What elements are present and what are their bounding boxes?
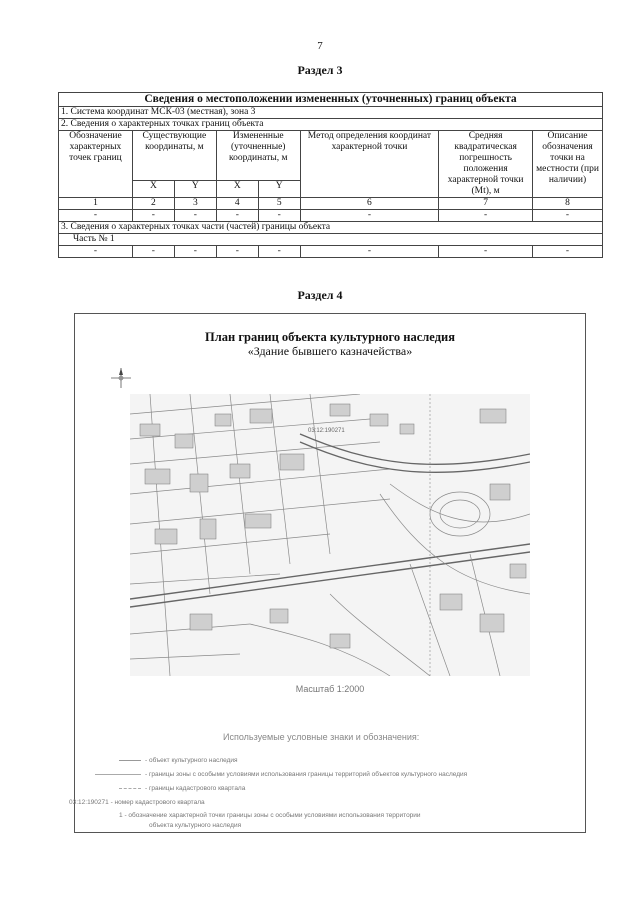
col-header-x: X xyxy=(216,180,258,197)
legend-dashed-line-icon xyxy=(119,788,141,789)
table-cell: - xyxy=(300,210,439,222)
map-quarter-label: 03:12:190271 xyxy=(308,428,345,434)
table-cell: - xyxy=(533,210,603,222)
corner-mark-icon xyxy=(580,827,586,833)
legend-point-number: 1 xyxy=(119,812,123,819)
column-number: 5 xyxy=(258,198,300,210)
table-cell: - xyxy=(439,210,533,222)
col-header-x: X xyxy=(132,180,174,197)
table-row-empty xyxy=(59,210,603,222)
section-3-heading: Раздел 3 xyxy=(297,63,343,77)
table-cell: - xyxy=(59,246,133,258)
map-scale: Масштаб 1:2000 xyxy=(295,684,365,694)
compass-icon xyxy=(109,366,133,390)
table-cell: - xyxy=(174,246,216,258)
legend-item-text: - объект культурного наследия xyxy=(145,757,238,764)
table-cell: - xyxy=(216,210,258,222)
boundary-plan-frame xyxy=(69,313,586,833)
table-cell: - xyxy=(216,246,258,258)
legend-item-text: - границы кадастрового квартала xyxy=(145,785,246,792)
legend-item-point-continued: объекта культурного наследия xyxy=(149,822,242,829)
col-header-designation: Обозначение характерных точек границ xyxy=(59,131,133,198)
col-header-accuracy: Средняя квадратическая погрешность положения характерной точки (Mt), м xyxy=(439,131,533,198)
legend-item-quarter xyxy=(119,785,245,792)
column-number: 2 xyxy=(132,198,174,210)
part-number-row: Часть № 1 xyxy=(59,234,603,246)
page-number: 7 xyxy=(317,40,323,52)
column-number: 7 xyxy=(439,198,533,210)
column-number: 3 xyxy=(174,198,216,210)
table-cell: - xyxy=(174,210,216,222)
table-cell: - xyxy=(300,246,439,258)
table-title: Сведения о местоположении измененных (уточненных) границ объекта xyxy=(59,93,603,107)
column-number: 4 xyxy=(216,198,258,210)
legend-item-object xyxy=(119,757,238,764)
table-cell: - xyxy=(132,210,174,222)
part-points-row: 3. Сведения о характерных точках части (частей) границы объекта xyxy=(59,222,603,234)
characteristic-points-row: 2. Сведения о характерных точках границ объекта xyxy=(59,119,603,131)
corner-mark-icon xyxy=(74,827,80,833)
section-4-heading: Раздел 4 xyxy=(297,288,343,302)
col-header-changed: Измененные (уточненные) координаты, м xyxy=(216,131,300,181)
legend-item-zone xyxy=(95,771,467,778)
column-number: 6 xyxy=(300,198,439,210)
legend-heading: Используемые условные знаки и обозначения: xyxy=(223,732,420,742)
legend-item-text: - обозначение характерной точки границы зоны с особыми условиями использования территории xyxy=(124,812,421,819)
col-header-existing: Существующие координаты, м xyxy=(132,131,216,181)
table-cell: - xyxy=(439,246,533,258)
column-number: 8 xyxy=(533,198,603,210)
table-cell: - xyxy=(533,246,603,258)
coordinates-table xyxy=(58,92,603,258)
cadastral-map xyxy=(130,394,530,676)
table-row-empty xyxy=(59,246,603,258)
col-header-method: Метод определения координат характерной точки xyxy=(300,131,439,198)
col-header-y: Y xyxy=(258,180,300,197)
table-cell: - xyxy=(258,210,300,222)
plan-title: План границ объекта культурного наследия xyxy=(205,330,455,344)
plan-subtitle: «Здание бывшего казначейства» xyxy=(247,344,413,358)
table-cell: - xyxy=(59,210,133,222)
legend-line-icon xyxy=(95,774,141,775)
legend-quarter-code: 03:12:190271 xyxy=(69,799,109,806)
table-cell: - xyxy=(258,246,300,258)
legend-item-point xyxy=(119,812,421,819)
col-header-description: Описание обозначения точки на местности (при наличии) xyxy=(533,131,603,198)
table-cell: - xyxy=(132,246,174,258)
column-number: 1 xyxy=(59,198,133,210)
legend-item-quarter-number xyxy=(69,799,205,806)
table-row-numbers xyxy=(59,198,603,210)
legend-line-icon xyxy=(119,760,141,761)
coordinate-system-row: 1. Система координат МСК-03 (местная), зона 3 xyxy=(59,107,603,119)
legend-item-text: - номер кадастрового квартала xyxy=(110,799,205,806)
col-header-y: Y xyxy=(174,180,216,197)
legend-item-text: - границы зоны с особыми условиями использования границы территорий объектов культурного наследия xyxy=(145,771,468,778)
